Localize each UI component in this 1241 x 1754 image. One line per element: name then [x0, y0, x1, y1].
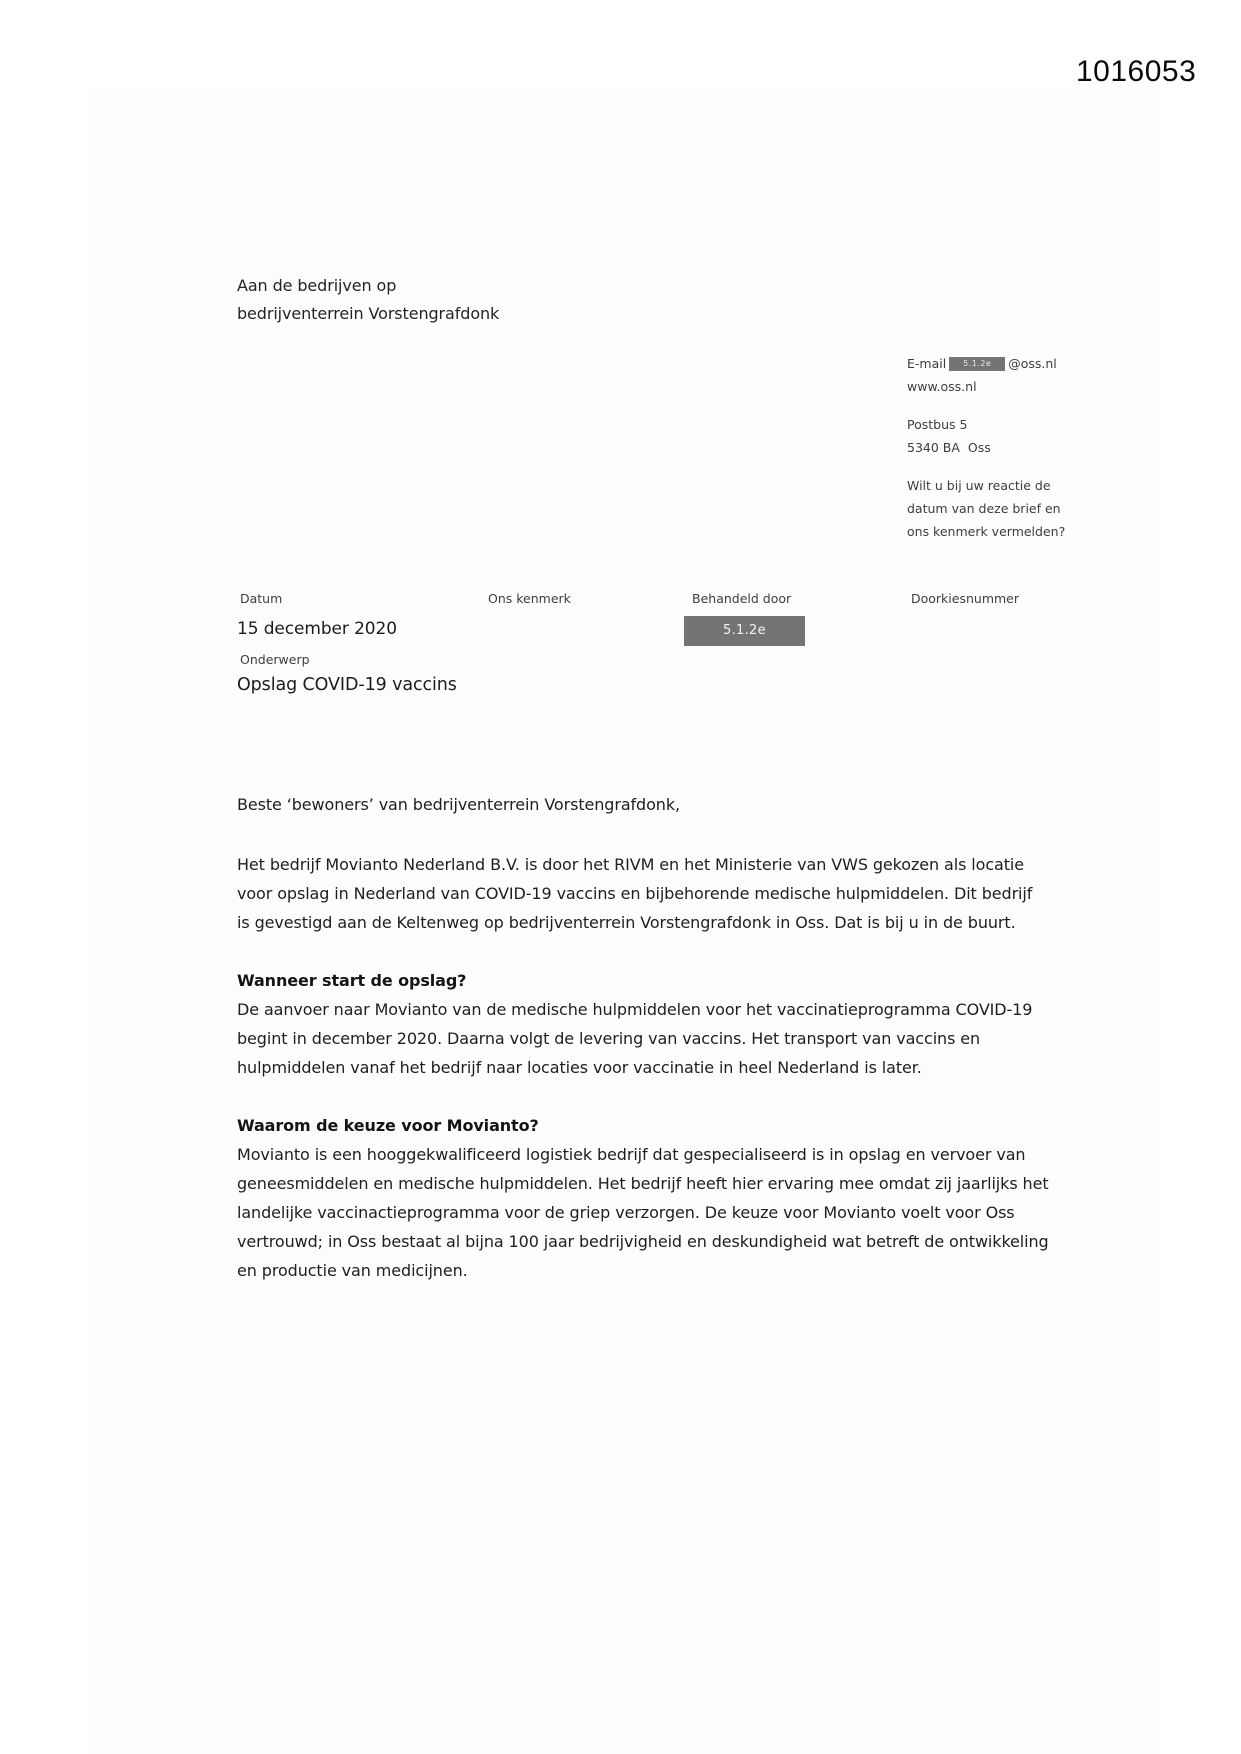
note-line-2: datum van deze brief en — [907, 501, 1061, 516]
postcode-city-line: 5340 BA Oss — [907, 440, 991, 455]
behandeld-door-label: Behandeld door — [692, 591, 792, 606]
recipient-line-1: Aan de bedrijven op — [237, 276, 397, 295]
document-number: 1016053 — [1076, 55, 1197, 88]
sender-contact-block — [907, 352, 1137, 558]
behandeld-door-redaction-box: 5.1.2e — [684, 616, 805, 646]
salutation: Beste ‘bewoners’ van bedrijventerrein Vorstengrafdonk, — [237, 795, 680, 814]
recipient-address-block — [237, 272, 499, 328]
paragraph-movianto: Movianto is een hooggekwalificeerd logistiek bedrijf dat gespecialiseerd is in opslag en vervoer van geneesmiddelen en medische hulpmiddelen. Het bedrijf heeft hier ervaring mee omdat zij jaarlijks het landelijke vaccinactieprogramma voor de griep verzorgen. De keuze voor Movianto voelt voor Oss vertrouwd; in Oss bestaat al bijna 100 jaar bedrijvigheid en deskundigheid wat betreft de ontwikkeling en productie van medicijnen. — [237, 1145, 1049, 1280]
paragraph-intro: Het bedrijf Movianto Nederland B.V. is door het RIVM en het Ministerie van VWS gekozen als locatie voor opslag in Nederland van COVID-19 vaccins en bijbehorende medische hulpmiddelen. Dit bedrijf is gevestigd aan de Keltenweg op bedrijventerrein Vorstengrafdonk in Oss. Dat is bij u in de buurt. — [237, 855, 1033, 932]
website-text: www.oss.nl — [907, 379, 977, 394]
note-line-3: ons kenmerk vermelden? — [907, 524, 1066, 539]
postbus-line: Postbus 5 — [907, 417, 968, 432]
heading-waarom-keuze: Waarom de keuze voor Movianto? — [237, 1116, 539, 1135]
ons-kenmerk-label: Ons kenmerk — [488, 591, 571, 606]
contact-postal-group — [907, 413, 1137, 459]
paragraph-opslag: De aanvoer naar Movianto van de medische hulpmiddelen voor het vaccinatieprogramma COVID-19 begint in december 2020. Daarna volgt de levering van vaccins. Het transport van vaccins en hulpmiddelen vanaf het bedrijf naar locaties voor vaccinatie in heel Nederland is later. — [237, 1000, 1033, 1077]
datum-value: 15 december 2020 — [237, 619, 397, 639]
letter-body — [237, 790, 1049, 1285]
heading-wanneer-start: Wanneer start de opslag? — [237, 971, 467, 990]
onderwerp-value: Opslag COVID-19 vaccins — [237, 675, 457, 695]
email-line — [907, 352, 1137, 375]
note-line-1: Wilt u bij uw reactie de — [907, 478, 1051, 493]
email-domain: @oss.nl — [1008, 356, 1057, 371]
recipient-line-2: bedrijventerrein Vorstengrafdonk — [237, 304, 500, 323]
email-redaction-box: 5.1.2e — [949, 357, 1005, 371]
onderwerp-label: Onderwerp — [240, 652, 310, 667]
email-label: E-mail — [907, 356, 947, 371]
contact-email-group — [907, 352, 1137, 398]
doorkiesnummer-label: Doorkiesnummer — [911, 591, 1020, 606]
datum-label: Datum — [240, 591, 283, 606]
contact-note-group — [907, 474, 1137, 543]
